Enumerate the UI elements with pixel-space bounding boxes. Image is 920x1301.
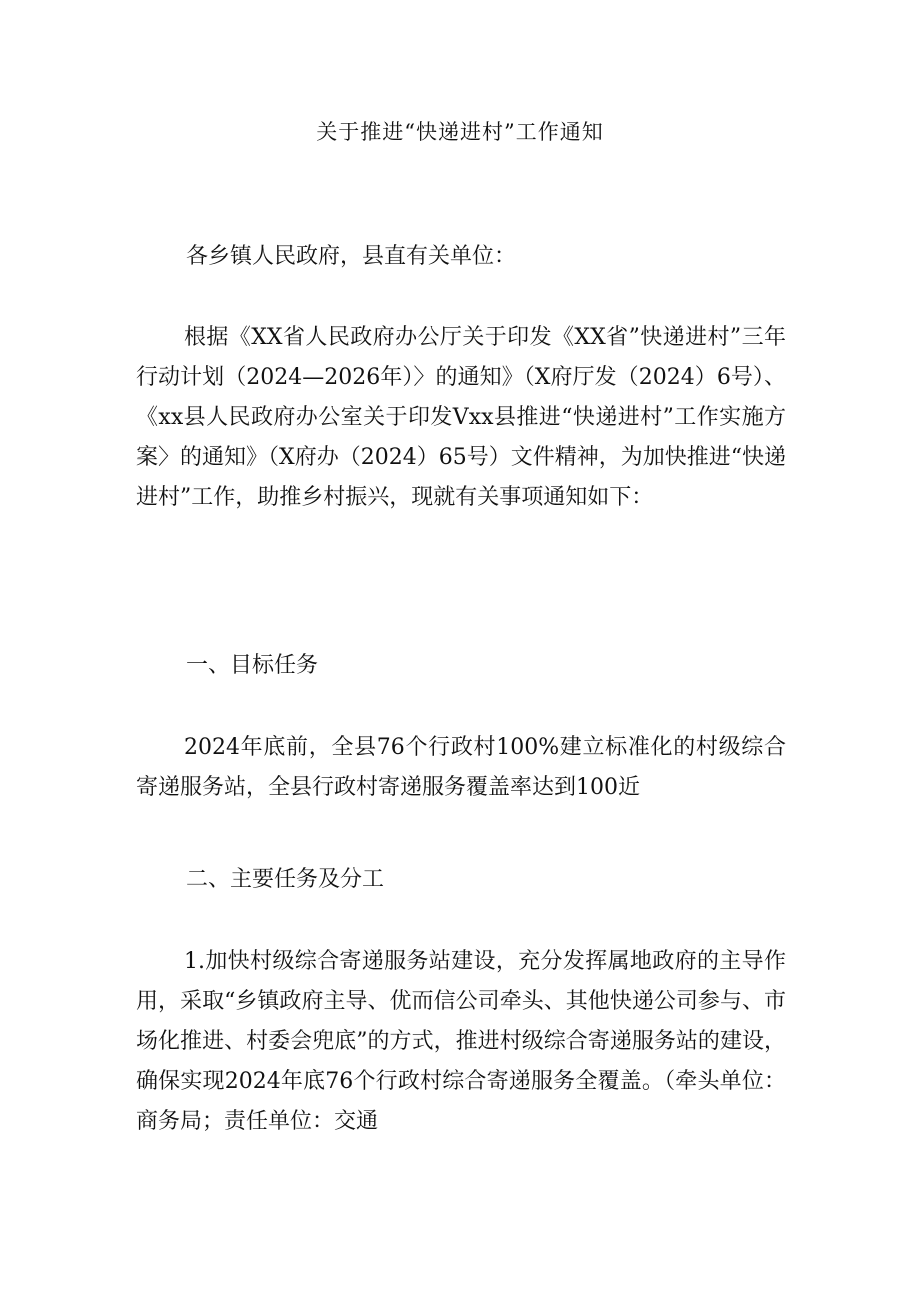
section2-heading: 二、主要任务及分工 [186, 867, 385, 892]
section2-item1-paragraph: 1.加快村级综合寄递服务站建设，充分发挥属地政府的主导作用，采取“乡镇政府主导、优而信公司牵头、其他快递公司参与、市场化推进、村委会兜底”的方式，推进村级综合寄递服务站的建设，确保实现2024年底76个行政村综合寄递服务全覆盖。（牵头单位：商务局；责任单位：交通 [136, 949, 786, 1134]
section1-paragraph: 2024年底前，全县76个行政村100%建立标准化的村级综合寄递服务站，全县行政村寄递服务覆盖率达到100近 [136, 735, 786, 800]
document-title: 关于推进“快递进村”工作通知 [316, 120, 604, 144]
section1-heading: 一、目标任务 [186, 653, 319, 678]
salutation: 各乡镇人民政府，县直有关单位： [186, 244, 517, 269]
intro-paragraph: 根据《XX省人民政府办公厅关于印发《XX省”快递进村”三年行动计划（2024—2026年）〉的通知》（X府厅发（2024）6号）、《xx县人民政府办公室关于印发Vxx县推进“快递进村”工作实施方案〉的通知》（X府办（2024）65号）文件精神，为加快推进“快递进村”工作，助推乡村振兴，现就有关事项通知如下： [136, 325, 786, 510]
